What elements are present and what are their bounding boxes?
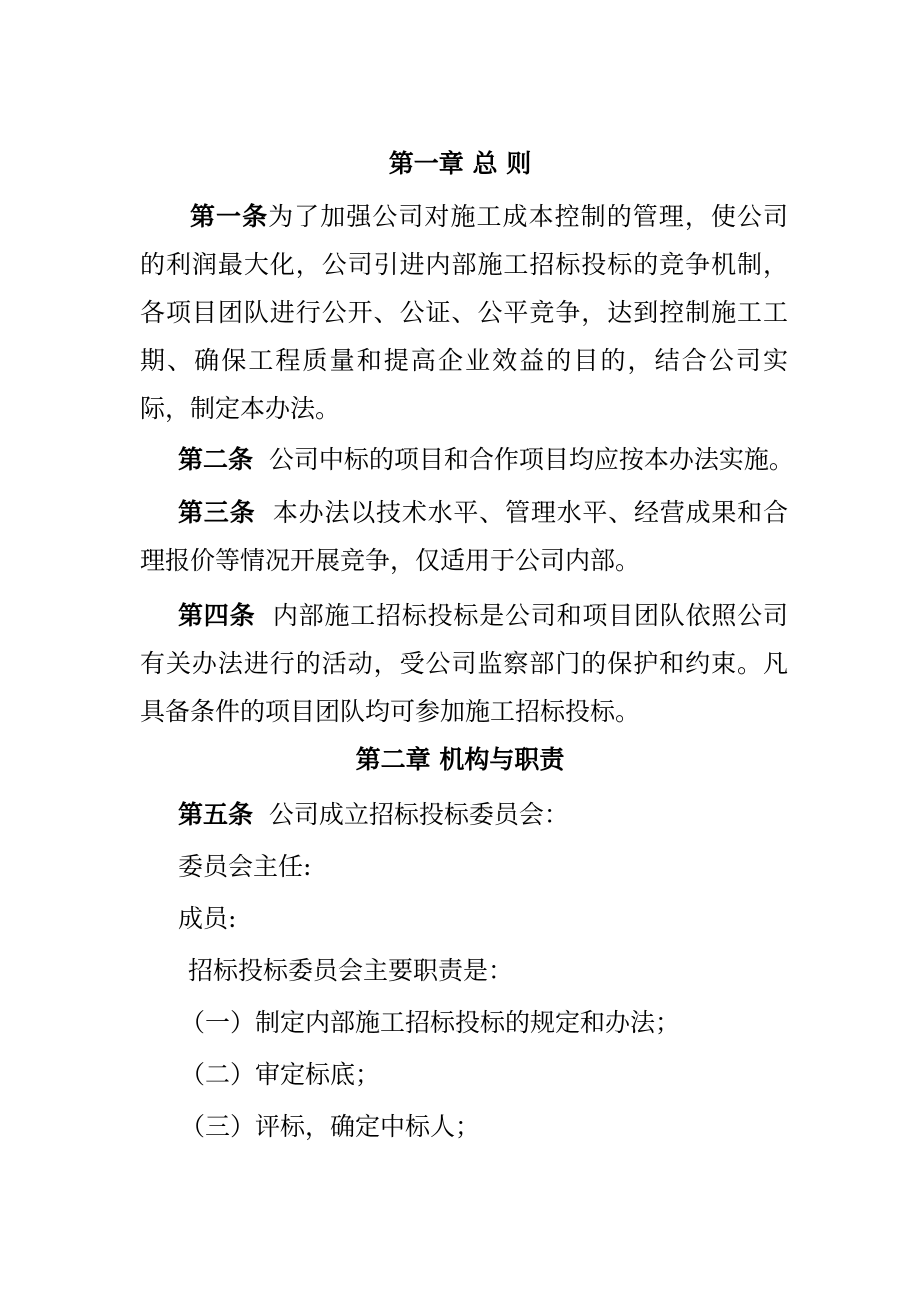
article-4	[140, 592, 788, 736]
article-2-label: 第二条	[178, 445, 254, 474]
article-1	[140, 193, 788, 433]
article-5-label: 第五条	[178, 800, 254, 829]
article-3-text: 本办法以技术水平、管理水平、经营成果和合理报价等情况开展竞争，仅适用于公司内部。	[140, 498, 788, 575]
article-2	[178, 444, 828, 476]
article-4-label: 第四条	[178, 601, 256, 630]
committee-duty-2: （二）审定标底；	[180, 1060, 381, 1089]
article-3	[140, 489, 788, 585]
article-1-label: 第一条	[190, 202, 269, 231]
article-4-text: 内部施工招标投标是公司和项目团队依照公司有关办法进行的活动，受公司监察部门的保护和约束。凡具备条件的项目团队均可参加施工招标投标。	[140, 601, 788, 726]
article-2-text: 公司中标的项目和合作项目均应按本办法实施。	[268, 445, 794, 474]
article-5-text: 公司成立招标投标委员会：	[268, 800, 569, 829]
article-3-label: 第三条	[178, 498, 256, 527]
committee-director: 委员会主任:	[178, 852, 312, 881]
article-1-text: 为了加强公司对施工成本控制的管理，使公司的利润最大化，公司引进内部施工招标投标的竞争机制，各项目团队进行公开、公证、公平竞争，达到控制施工工期、确保工程质量和提高企业效益的目的，结合公司实际，制定本办法。	[140, 202, 788, 423]
chapter-2-title: 第二章 机构与职责	[355, 745, 565, 774]
committee-members: 成员:	[178, 904, 237, 933]
committee-duties-intro: 招标投标委员会主要职责是：	[188, 956, 514, 985]
committee-duty-1: （一）制定内部施工招标投标的规定和办法；	[180, 1008, 681, 1037]
chapter-1-title: 第一章 总 则	[388, 149, 532, 178]
committee-duty-3: （三）评标，确定中标人；	[180, 1112, 481, 1141]
article-5	[178, 799, 828, 831]
